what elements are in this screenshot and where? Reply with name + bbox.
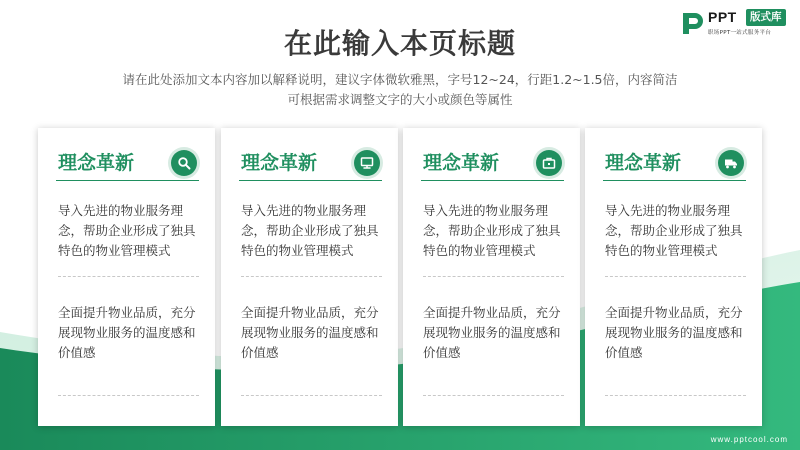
footer-url: www.pptcool.com xyxy=(710,435,788,444)
card-header xyxy=(421,150,564,181)
card-header xyxy=(56,150,199,181)
card-text-primary: 导入先进的物业服务理念，帮助企业形成了独具特色的物业管理模式 xyxy=(423,203,561,258)
card-divider xyxy=(605,276,746,277)
card-divider xyxy=(241,276,382,277)
card-divider xyxy=(58,395,199,396)
card-text-primary: 导入先进的物业服务理念，帮助企业形成了独具特色的物业管理模式 xyxy=(605,203,743,258)
subtitle-line-2: 可根据需求调整文字的大小或颜色等属性 xyxy=(287,92,513,107)
search-icon xyxy=(171,150,197,176)
briefcase-icon xyxy=(536,150,562,176)
card-title: 理念革新 xyxy=(423,152,500,174)
feature-card-2[interactable] xyxy=(221,128,398,426)
card-title: 理念革新 xyxy=(58,152,135,174)
page-subtitle xyxy=(100,70,700,110)
card-header xyxy=(603,150,746,181)
card-text-secondary: 全面提升物业品质，充分展现物业服务的温度感和价值感 xyxy=(241,305,379,360)
card-divider xyxy=(423,276,564,277)
monitor-icon xyxy=(354,150,380,176)
card-text-secondary: 全面提升物业品质，充分展现物业服务的温度感和价值感 xyxy=(605,305,743,360)
card-header xyxy=(239,150,382,181)
truck-icon xyxy=(718,150,744,176)
logo-badge: 版式库 xyxy=(746,9,786,26)
page-title: 在此输入本页标题 xyxy=(283,27,516,60)
card-text-secondary: 全面提升物业品质，充分展现物业服务的温度感和价值感 xyxy=(423,305,561,360)
card-text-secondary: 全面提升物业品质，充分展现物业服务的温度感和价值感 xyxy=(58,305,196,360)
logo-mark-icon xyxy=(680,10,706,36)
feature-card-3[interactable] xyxy=(403,128,580,426)
card-text-primary: 导入先进的物业服务理念，帮助企业形成了独具特色的物业管理模式 xyxy=(241,203,379,258)
card-divider xyxy=(423,395,564,396)
card-title: 理念革新 xyxy=(241,152,318,174)
feature-card-1[interactable] xyxy=(38,128,215,426)
card-text-primary: 导入先进的物业服务理念，帮助企业形成了独具特色的物业管理模式 xyxy=(58,203,196,258)
card-divider xyxy=(605,395,746,396)
subtitle-line-1: 请在此处添加文本内容加以解释说明，建议字体微软雅黑，字号12~24，行距1.2~1.5倍，内容简洁 xyxy=(122,72,678,87)
logo-brand-text: PPT xyxy=(708,9,737,25)
logo-tagline: 职场PPT一站式服务平台 xyxy=(708,30,772,36)
feature-card-4[interactable] xyxy=(585,128,762,426)
card-divider xyxy=(58,276,199,277)
brand-logo xyxy=(680,8,792,40)
card-title: 理念革新 xyxy=(605,152,682,174)
card-divider xyxy=(241,395,382,396)
